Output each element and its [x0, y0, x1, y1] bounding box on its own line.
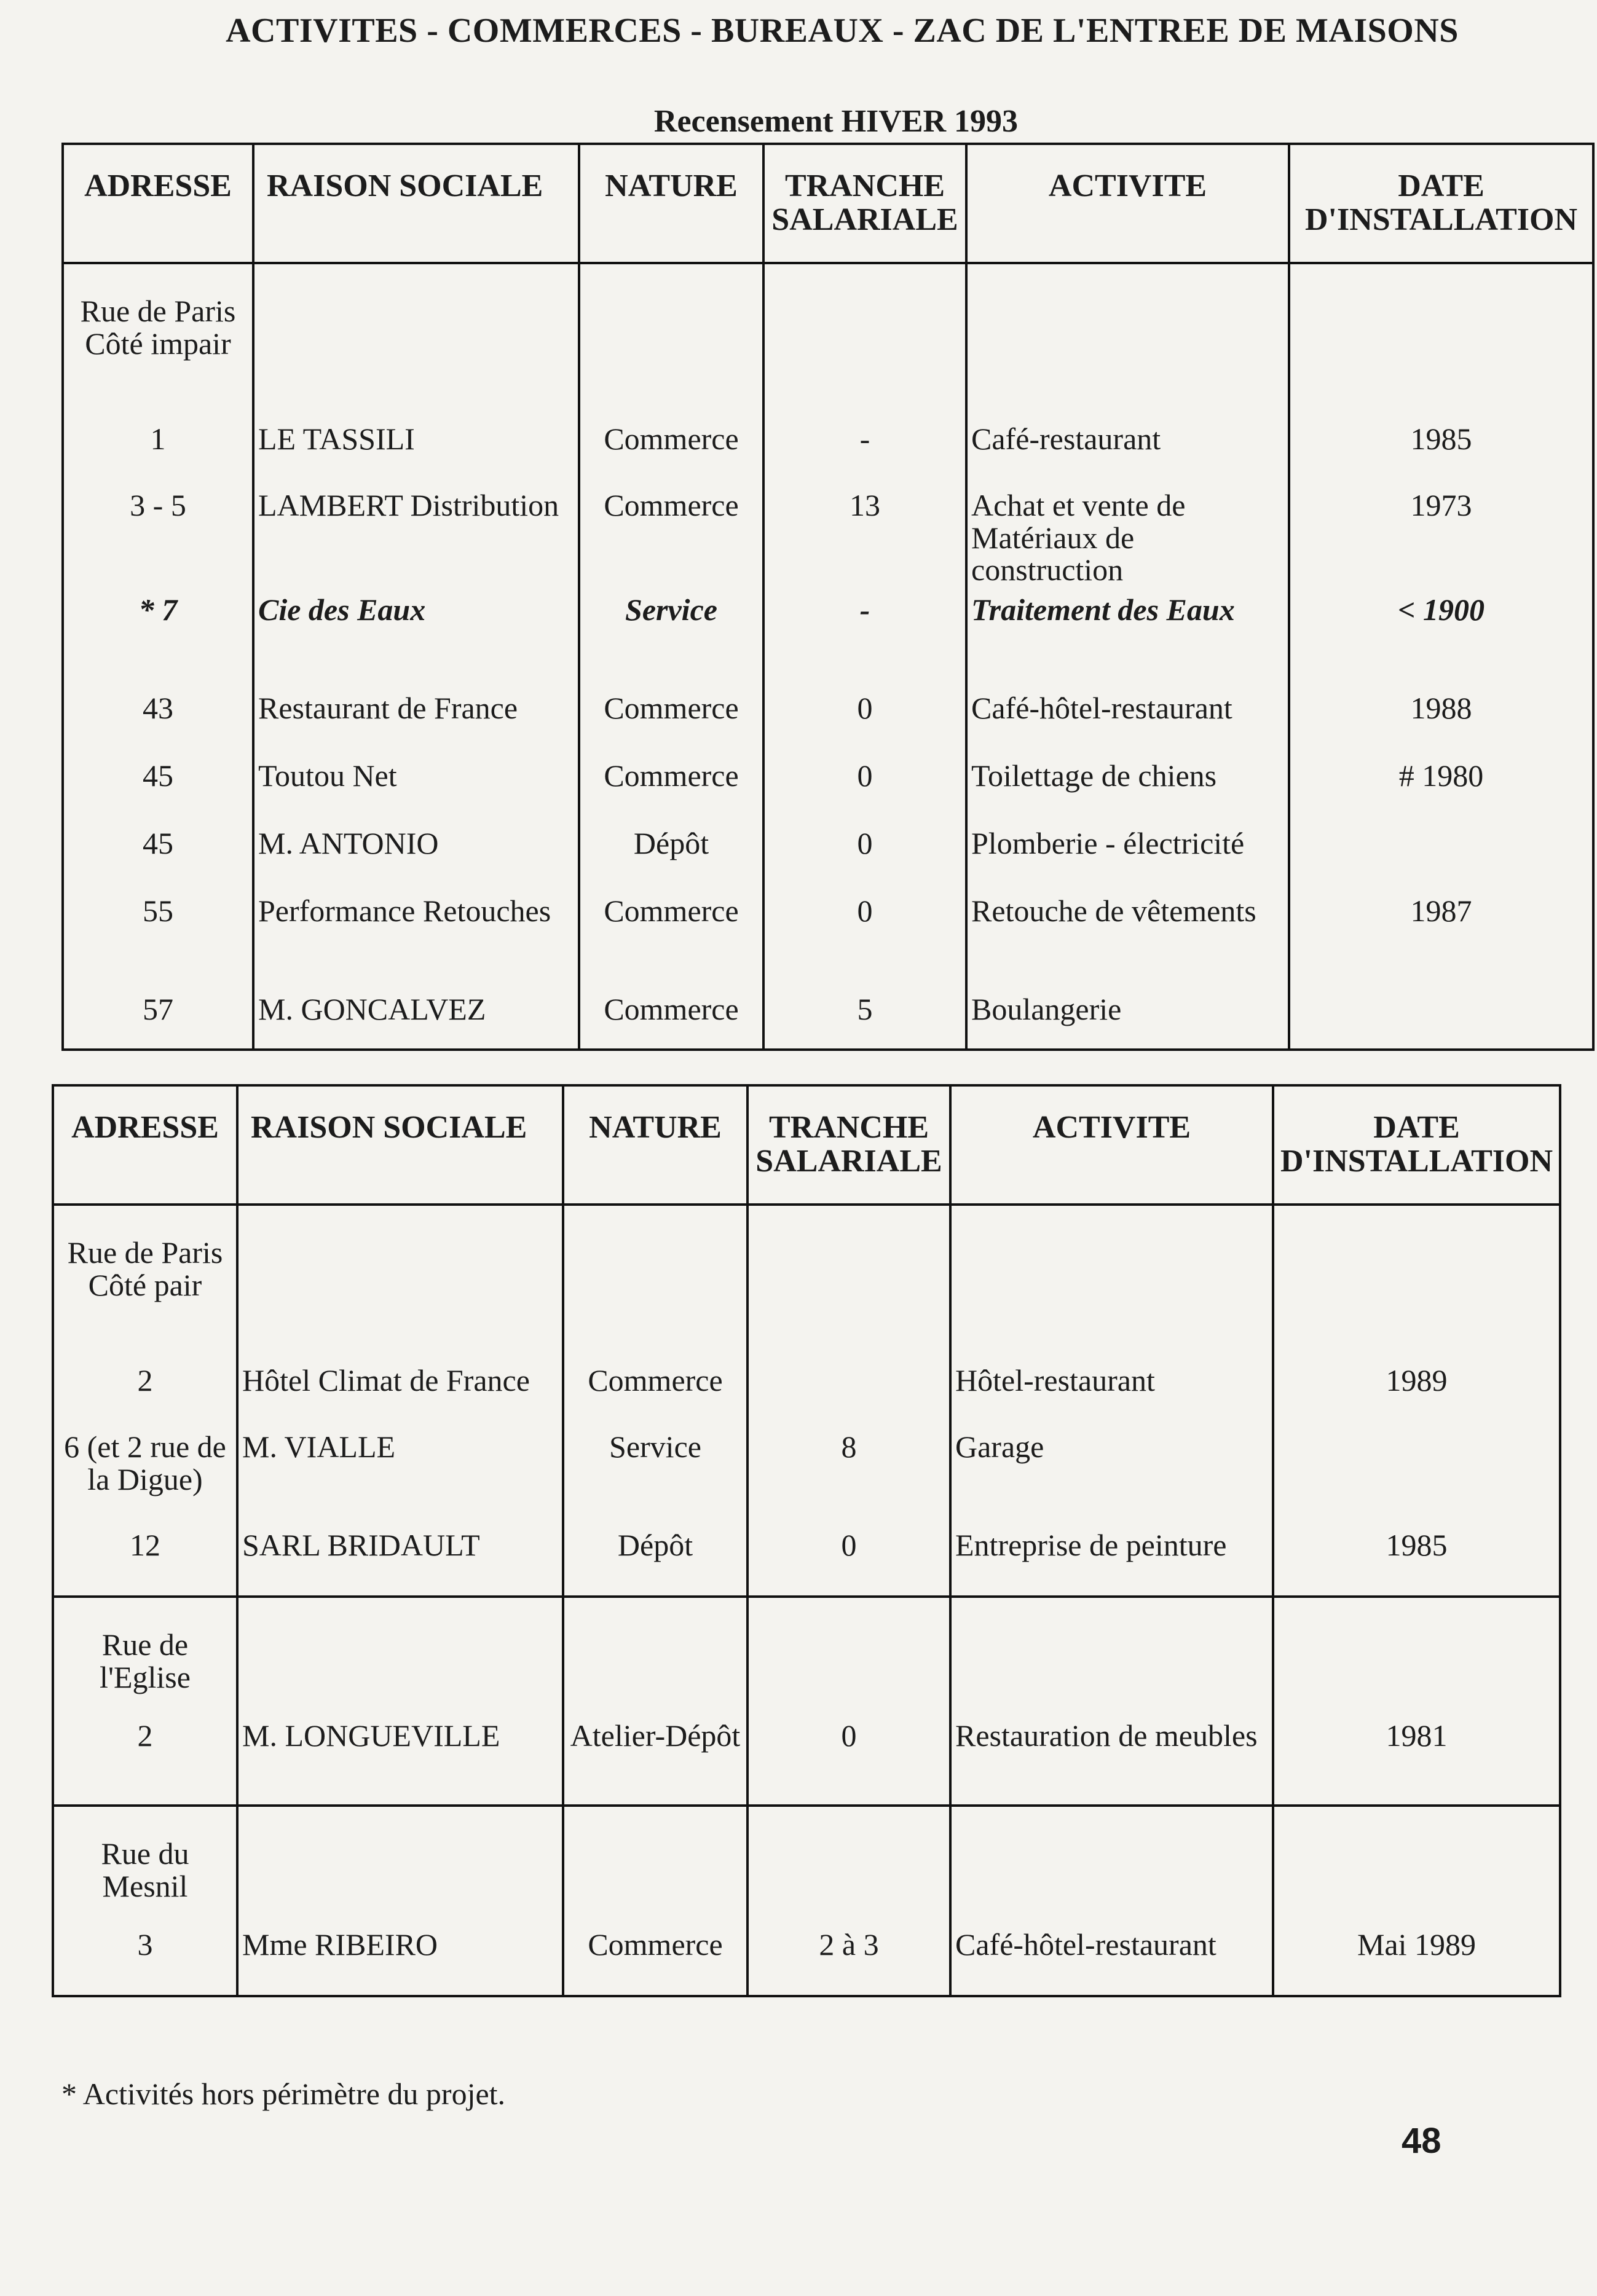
col-header-raison-sociale: RAISON SOCIALE [237, 1085, 563, 1205]
cell-nature: Commerce [579, 895, 763, 993]
cell-nature: Dépôt [563, 1529, 747, 1597]
cell-adresse: 57 [63, 993, 253, 1050]
table-row [63, 594, 1593, 692]
empty-cell [237, 1205, 563, 1364]
empty-cell [950, 1205, 1273, 1364]
cell-activite: Boulangerie [966, 993, 1289, 1050]
cell-nature: Commerce [563, 1928, 747, 1996]
cell-adresse: * 7 [63, 594, 253, 692]
cell-tranche: 13 [763, 489, 966, 594]
cell-tranche: 0 [747, 1529, 950, 1597]
empty-cell [747, 1205, 950, 1364]
cell-raison: Hôtel Climat de France [237, 1364, 563, 1431]
table-row [53, 1928, 1560, 1996]
table-row [63, 993, 1593, 1050]
cell-tranche: 2 à 3 [747, 1928, 950, 1996]
cell-raison: M. LONGUEVILLE [237, 1720, 563, 1806]
cell-date: 1985 [1273, 1529, 1560, 1597]
cell-raison: Restaurant de France [253, 692, 579, 760]
empty-cell [763, 263, 966, 423]
empty-cell [966, 263, 1289, 423]
cell-activite: Café-hôtel-restaurant [950, 1928, 1273, 1996]
cell-adresse: 45 [63, 827, 253, 895]
empty-cell [237, 1806, 563, 1928]
cell-nature: Commerce [579, 993, 763, 1050]
cell-activite: Hôtel-restaurant [950, 1364, 1273, 1431]
footnote: * Activités hors périmètre du projet. [61, 2077, 506, 2111]
cell-tranche: 0 [763, 827, 966, 895]
street-row [63, 263, 1593, 423]
table-row [63, 692, 1593, 760]
cell-date [1289, 827, 1593, 895]
cell-nature: Commerce [563, 1364, 747, 1431]
cell-adresse: 6 (et 2 rue de la Digue) [53, 1431, 237, 1529]
cell-date [1289, 993, 1593, 1050]
cell-nature: Commerce [579, 423, 763, 489]
street-row [53, 1205, 1560, 1364]
cell-date [1273, 1431, 1560, 1529]
cell-raison: Toutou Net [253, 760, 579, 827]
empty-cell [237, 1597, 563, 1720]
cell-raison: Performance Retouches [253, 895, 579, 993]
col-header-raison-sociale: RAISON SOCIALE [253, 144, 579, 263]
cell-raison: M. ANTONIO [253, 827, 579, 895]
cell-adresse: 1 [63, 423, 253, 489]
page-title: ACTIVITES - COMMERCES - BUREAUX - ZAC DE L'ENTREE DE MAISONS [226, 12, 1459, 50]
table-body [63, 263, 1593, 1050]
cell-activite: Traitement des Eaux [966, 594, 1289, 692]
street-name: Rue du Mesnil [53, 1806, 237, 1928]
empty-cell [563, 1205, 747, 1364]
empty-cell [1273, 1806, 1560, 1928]
cell-date: 1981 [1273, 1720, 1560, 1806]
cell-date: 1989 [1273, 1364, 1560, 1431]
col-header-adresse: ADRESSE [53, 1085, 237, 1205]
empty-cell [253, 263, 579, 423]
empty-cell [563, 1597, 747, 1720]
table-row [63, 827, 1593, 895]
empty-cell [1273, 1205, 1560, 1364]
col-header-nature: NATURE [563, 1085, 747, 1205]
empty-cell [747, 1806, 950, 1928]
col-header-activite: ACTIVITE [966, 144, 1289, 263]
cell-tranche [747, 1364, 950, 1431]
col-header-tranche: TRANCHE SALARIALE [747, 1085, 950, 1205]
col-header-date: DATE D'INSTALLATION [1273, 1085, 1560, 1205]
cell-date: # 1980 [1289, 760, 1593, 827]
table-header-row [63, 144, 1593, 263]
table-body [53, 1205, 1560, 1996]
empty-cell [950, 1806, 1273, 1928]
cell-date: < 1900 [1289, 594, 1593, 692]
cell-adresse: 2 [53, 1364, 237, 1431]
table-row [53, 1364, 1560, 1431]
table-row [63, 895, 1593, 993]
cell-adresse: 3 [53, 1928, 237, 1996]
cell-nature: Service [579, 594, 763, 692]
cell-raison: M. VIALLE [237, 1431, 563, 1529]
cell-nature: Dépôt [579, 827, 763, 895]
cell-activite: Entreprise de peinture [950, 1529, 1273, 1597]
empty-cell [563, 1806, 747, 1928]
cell-tranche: 8 [747, 1431, 950, 1529]
page-subtitle: Recensement HIVER 1993 [653, 104, 1019, 139]
cell-activite: Plomberie - électricité [966, 827, 1289, 895]
cell-nature: Commerce [579, 489, 763, 594]
cell-activite: Toilettage de chiens [966, 760, 1289, 827]
cell-tranche: - [763, 594, 966, 692]
empty-cell [1289, 263, 1593, 423]
col-header-tranche: TRANCHE SALARIALE [763, 144, 966, 263]
cell-raison: LE TASSILI [253, 423, 579, 489]
cell-activite: Achat et vente de Matériaux de construction [966, 489, 1289, 594]
street-name: Rue de Paris Côté pair [53, 1205, 237, 1364]
cell-tranche: 0 [763, 895, 966, 993]
table-row [53, 1720, 1560, 1806]
cell-raison: Cie des Eaux [253, 594, 579, 692]
cell-tranche: - [763, 423, 966, 489]
cell-activite: Retouche de vêtements [966, 895, 1289, 993]
cell-date: 1987 [1289, 895, 1593, 993]
cell-tranche: 0 [747, 1720, 950, 1806]
col-header-activite: ACTIVITE [950, 1085, 1273, 1205]
col-header-nature: NATURE [579, 144, 763, 263]
cell-adresse: 55 [63, 895, 253, 993]
cell-raison: LAMBERT Distribution [253, 489, 579, 594]
col-header-date: DATE D'INSTALLATION [1289, 144, 1593, 263]
cell-adresse: 45 [63, 760, 253, 827]
page-number: 48 [1402, 2121, 1441, 2161]
cell-date: 1973 [1289, 489, 1593, 594]
cell-adresse: 2 [53, 1720, 237, 1806]
empty-cell [950, 1597, 1273, 1720]
street-name: Rue de l'Eglise [53, 1597, 237, 1720]
street-row [53, 1806, 1560, 1928]
census-table-other-streets [52, 1084, 1561, 1997]
cell-tranche: 5 [763, 993, 966, 1050]
table-header-row [53, 1085, 1560, 1205]
cell-nature: Commerce [579, 692, 763, 760]
table-row [63, 489, 1593, 594]
cell-raison: Mme RIBEIRO [237, 1928, 563, 1996]
cell-adresse: 12 [53, 1529, 237, 1597]
cell-nature: Commerce [579, 760, 763, 827]
cell-raison: M. GONCALVEZ [253, 993, 579, 1050]
col-header-adresse: ADRESSE [63, 144, 253, 263]
cell-date: 1985 [1289, 423, 1593, 489]
street-row [53, 1597, 1560, 1720]
cell-activite: Café-hôtel-restaurant [966, 692, 1289, 760]
cell-adresse: 3 - 5 [63, 489, 253, 594]
empty-cell [747, 1597, 950, 1720]
cell-date: 1988 [1289, 692, 1593, 760]
cell-nature: Service [563, 1431, 747, 1529]
cell-nature: Atelier-Dépôt [563, 1720, 747, 1806]
cell-tranche: 0 [763, 760, 966, 827]
census-table-odd-side [61, 143, 1595, 1051]
table-row [53, 1529, 1560, 1597]
street-name: Rue de Paris Côté impair [63, 263, 253, 423]
table-row [63, 423, 1593, 489]
empty-cell [1273, 1597, 1560, 1720]
cell-activite: Restauration de meubles [950, 1720, 1273, 1806]
cell-tranche: 0 [763, 692, 966, 760]
table-row [53, 1431, 1560, 1529]
cell-date: Mai 1989 [1273, 1928, 1560, 1996]
table-row [63, 760, 1593, 827]
empty-cell [579, 263, 763, 423]
cell-activite: Garage [950, 1431, 1273, 1529]
cell-raison: SARL BRIDAULT [237, 1529, 563, 1597]
cell-adresse: 43 [63, 692, 253, 760]
cell-activite: Café-restaurant [966, 423, 1289, 489]
